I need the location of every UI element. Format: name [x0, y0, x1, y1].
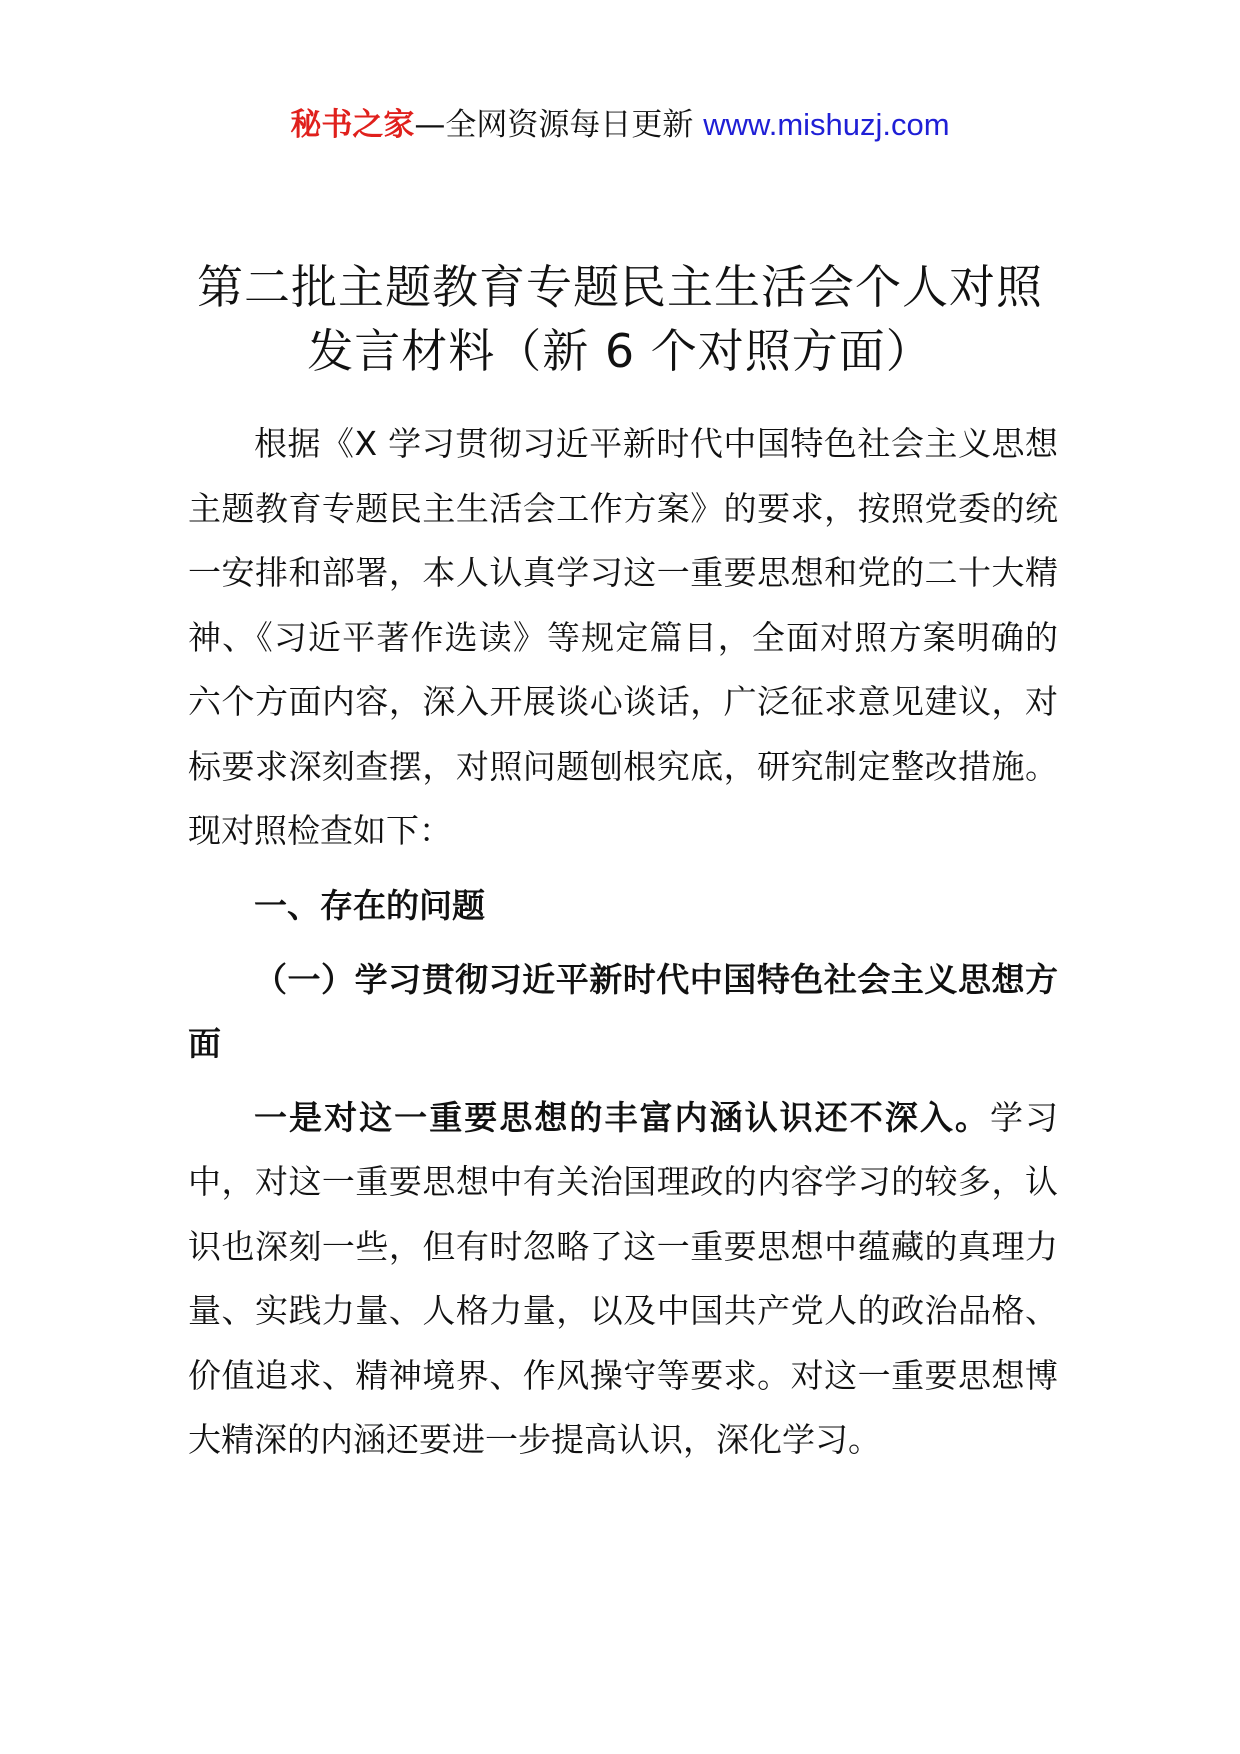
- section-heading-problems: 一、存在的问题: [254, 885, 485, 925]
- point-paragraph-1: [188, 1086, 1058, 1473]
- intro-paragraph: 根据《X 学习贯彻习近平新时代中国特色社会主义思想主题教育专题民主生活会工作方案》的要求，按照党委的统一安排和部署，本人认真学习这一重要思想和党的二十大精神、《习近平著作选读》等规定篇目，全面对照方案明确的六个方面内容，深入开展谈心谈话，广泛征求意见建议，对标要求深刻查摆，对照问题刨根究底，研究制定整改措施。现对照检查如下：: [188, 424, 1058, 850]
- subsection-heading-1: （一）学习贯彻习近平新时代中国特色社会主义思想方面: [188, 959, 1058, 1063]
- point-lead-1: 一是对这一重要思想的丰富内涵认识还不深入。: [254, 1097, 990, 1137]
- header-slogan: —全网资源每日更新: [414, 107, 704, 143]
- point-text-1: 学习中，对这一重要思想中有关治国理政的内容学习的较多，认识也深刻一些，但有时忽略了这一重要思想中蕴藏的真理力量、实践力量、人格力量，以及中国共产党人的政治品格、价值追求、精神境界、作风操守等要求。对这一重要思想博大精深的内涵还要进一步提高认识，深化学习。: [188, 1097, 1059, 1459]
- document-title: [160, 255, 1080, 383]
- brand-name: 秘书之家: [290, 107, 415, 143]
- site-header: [0, 100, 1240, 150]
- site-url-link[interactable]: www.mishuzj.com: [703, 107, 950, 142]
- title-line-1: 第二批主题教育专题民主生活会个人对照: [197, 260, 1043, 314]
- title-line-2: 发言材料（新 6 个对照方面）: [307, 324, 933, 378]
- document-body: [188, 412, 1058, 1473]
